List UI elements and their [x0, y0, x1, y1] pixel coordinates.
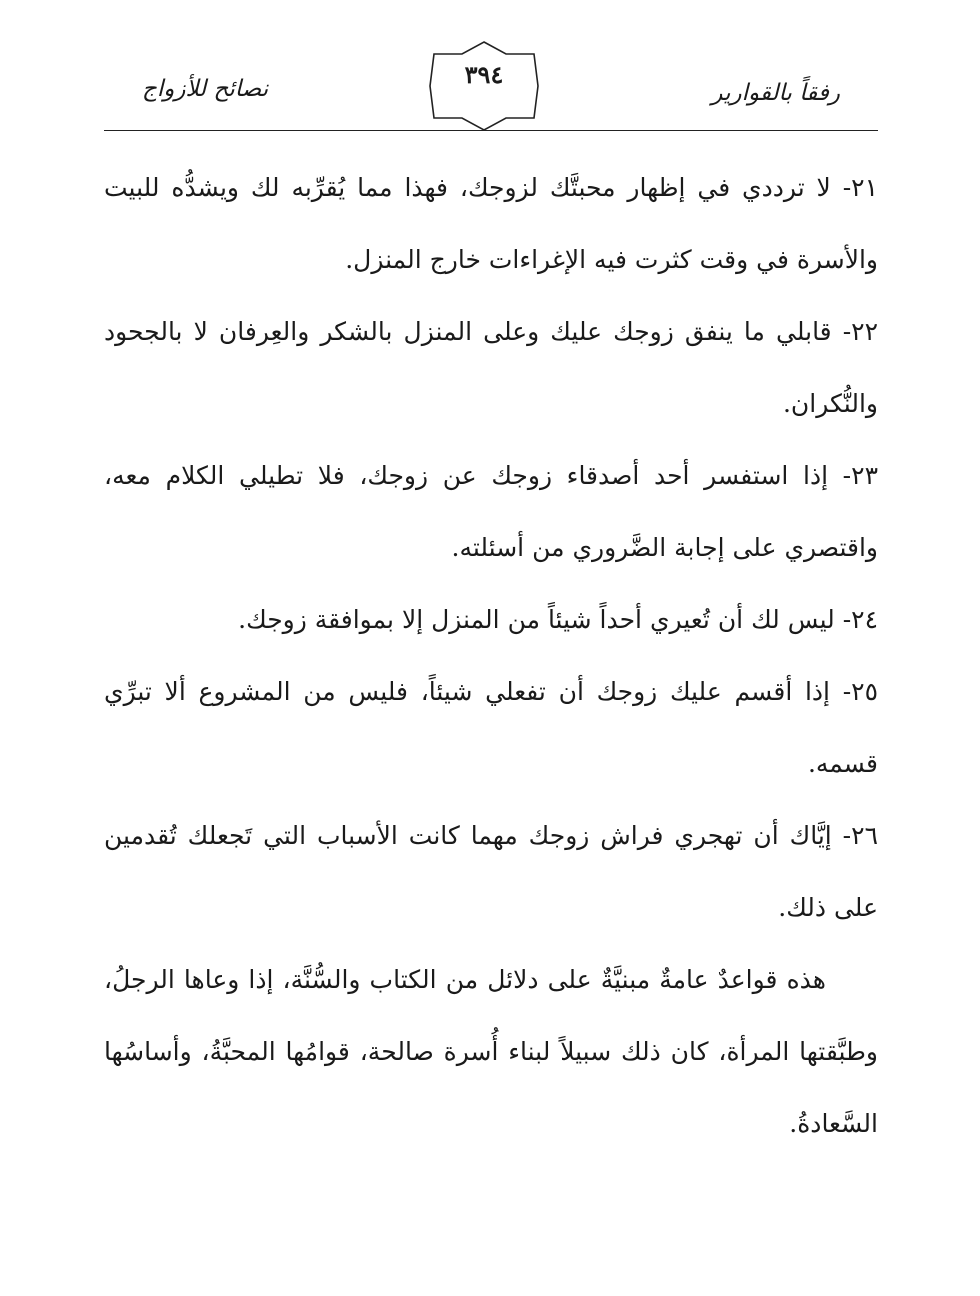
list-item-22: ٢٢- قابلي ما ينفق زوجك عليك وعلى المنزل بالشكر والعِرفان لا بالجحود والنُّكران.	[104, 317, 879, 418]
running-title-right: رفقاً بالقوارير	[711, 80, 840, 106]
list-item-26: ٢٦- إيَّاك أن تهجري فراش زوجك مهما كانت الأسباب التي تَجعلك تُقدمين على ذلك.	[104, 821, 878, 922]
list-item-24: ٢٤- ليس لك أن تُعيري أحداً شيئاً من المنزل إلا بموافقة زوجك.	[238, 605, 878, 634]
header-divider	[104, 130, 878, 131]
running-title-left: نصائح للأزواج	[142, 76, 269, 102]
list-item-25: ٢٥- إذا أقسم عليك زوجك أن تفعلي شيئاً، فليس من المشروع ألا تبرِّي قسمه.	[104, 677, 878, 778]
main-text	[104, 152, 878, 1160]
list-item-21: ٢١- لا ترددي في إظهار محبتَّك لزوجك، فهذا مما يُقرِّبه لك ويشدُّه للبيت والأسرة في وقت كثرت فيه الإغراءات خارج المنزل.	[104, 173, 878, 274]
list-item-23: ٢٣- إذا استفسر أحد أصدقاء زوجك عن زوجك، فلا تطيلي الكلام معه، واقتصري على إجابة الضَّروري من أسئلته.	[104, 461, 878, 562]
closing-paragraph: هذه قواعدٌ عامةٌ مبنيَّةٌ على دلائل من الكتاب والسُّنَّة، إذا وعاها الرجلُ، وطبَّقتها المرأة، كان ذلك سبيلاً لبناء أُسرة صالحة، قوامُها المحبَّةُ، وأساسُها السَّعادةُ.	[104, 965, 878, 1138]
page-number-badge	[426, 40, 542, 132]
page-header	[104, 40, 878, 132]
page-number: ٣٩٤	[464, 60, 504, 89]
